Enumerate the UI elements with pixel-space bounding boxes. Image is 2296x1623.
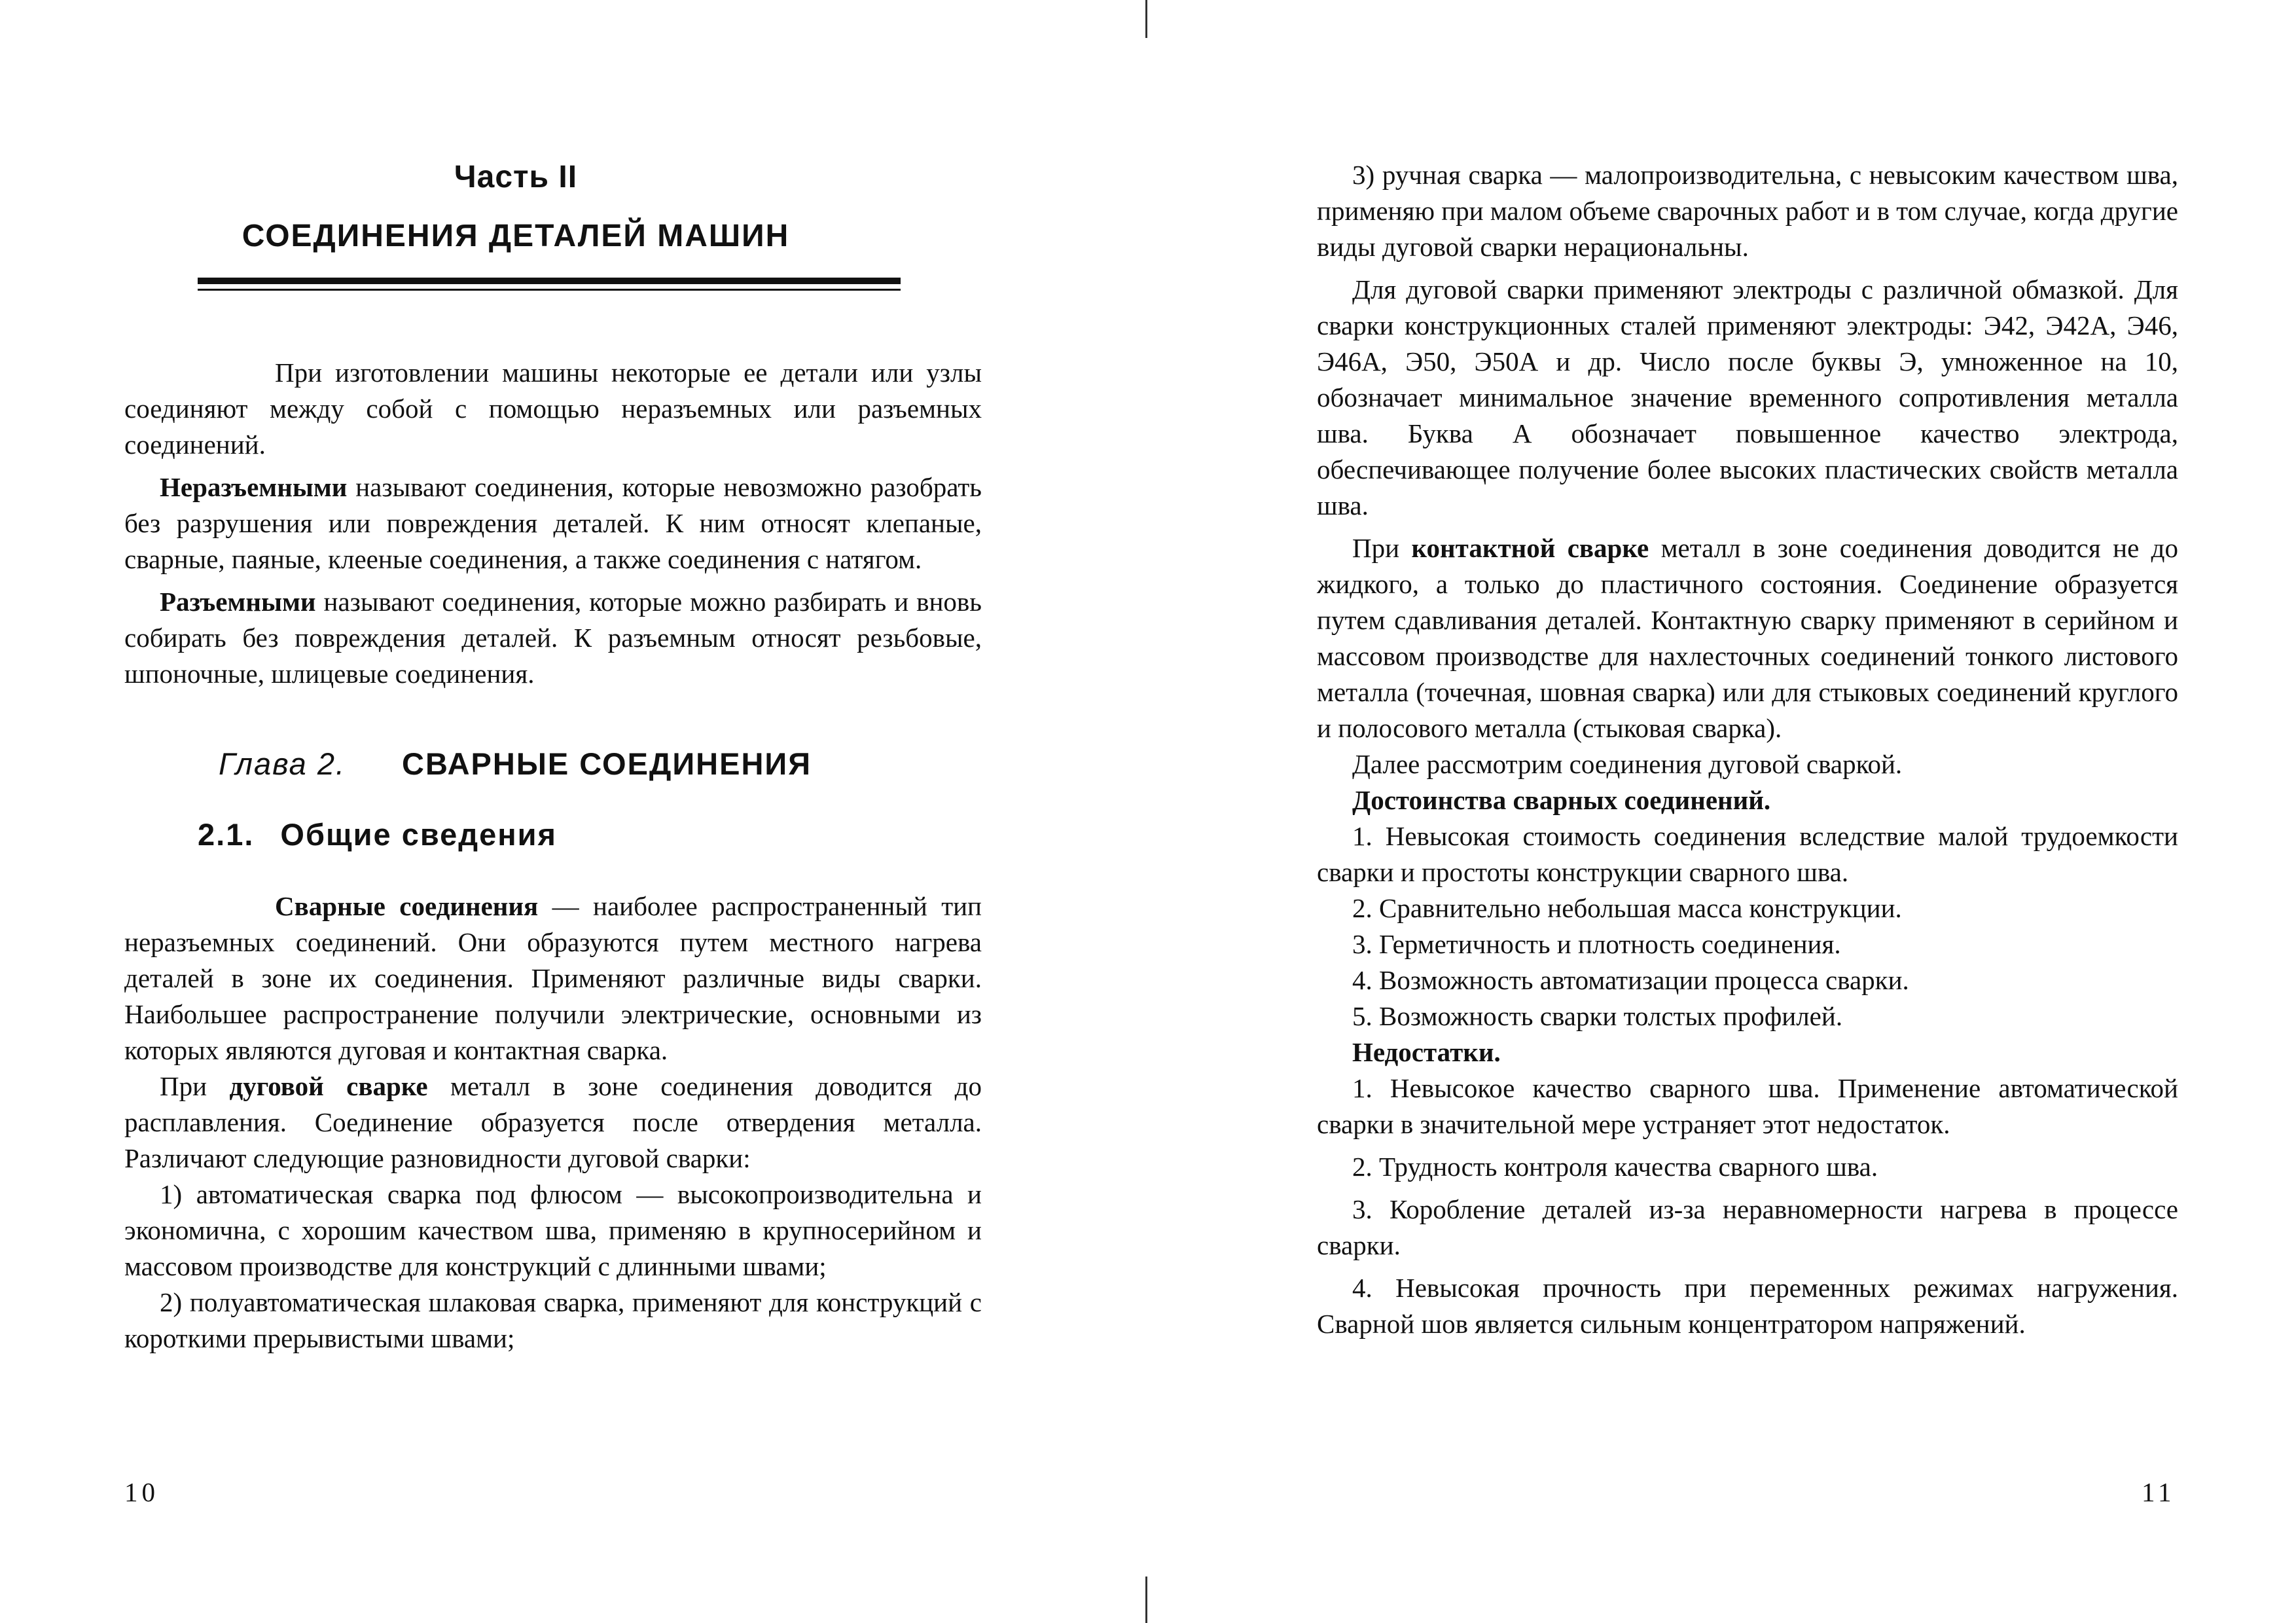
- intro-paragraph: При изготовлении машины некоторые ее детали или узлы соединяют между собой с помощью неразъемных или разъемных соединений.: [124, 357, 982, 460]
- list-item: 2) полуавтоматическая шлаковая сварка, применяют для конструкций с короткими прерывистыми швами;: [124, 1287, 982, 1353]
- part-number: Часть II: [454, 160, 578, 194]
- contact-welding-term: контактной сварке: [1411, 533, 1649, 563]
- arc-welding-term: дуговой сварке: [229, 1071, 428, 1101]
- page-number-left: 10: [124, 1477, 159, 1507]
- list-item: 1) автоматическая сварка под флюсом — высокопроизводительна и экономична, с хорошим качеством шва, применяю в крупносерийном и массовом производстве для конструкций с длинными швами;: [124, 1179, 982, 1281]
- separable-definition: называют соединения, которые можно разбирать и вновь собирать без повреждения деталей. К разъемным относят резьбовые, шпоночные, шлицевые соединения.: [124, 587, 982, 689]
- advantages-title: Достоинства сварных соединений.: [1352, 785, 1771, 815]
- chapter-title: СВАРНЫЕ СОЕДИНЕНИЯ: [402, 746, 812, 781]
- top-crop-mark: [1145, 0, 1147, 38]
- welded-term: Сварные соединения: [275, 891, 539, 921]
- bottom-crop-mark: [1145, 1577, 1147, 1623]
- list-item: 3. Коробление деталей из-за неравномерности нагрева в процессе сварки.: [1317, 1194, 2178, 1260]
- list-item: 3) ручная сварка — малопроизводительна, с невысоким качеством шва, применяю при малом объеме сварочных работ и в том случае, когда другие виды дуговой сварки нерациональны.: [1317, 160, 2178, 262]
- nonseparable-paragraph: [124, 469, 982, 577]
- list-item: 4. Возможность автоматизации процесса сварки.: [1352, 965, 1909, 995]
- heading-thick-rule: [198, 278, 901, 284]
- part-title: СОЕДИНЕНИЯ ДЕТАЛЕЙ МАШИН: [242, 219, 790, 253]
- list-item: 1. Невысокая стоимость соединения вследствие малой трудоемкости сварки и простоты конструкции сварного шва.: [1317, 821, 2178, 887]
- chapter-heading: [219, 744, 982, 784]
- section-title: Общие сведения: [280, 817, 557, 852]
- nonseparable-term: Неразъемными: [160, 472, 348, 502]
- list-item: 2. Трудность контроля качества сварного шва.: [1352, 1152, 1878, 1182]
- electrodes-paragraph: Для дуговой сварки применяют электроды с различной обмазкой. Для сварки конструкционных сталей применяют электроды: Э42, Э42А, Э46, Э46А, Э50, Э50А и др. Число после буквы Э, умноженное на 10, обозначает минимальное значение временного сопротивления металла шва. Буква А обозначает повышенное качество электрода, обеспечивающее получение более высоких пластических свойств металла шва.: [1317, 274, 2178, 520]
- list-item: 1. Невысокое качество сварного шва. Применение автоматической сварки в значительной мере устраняет этот недостаток.: [1317, 1073, 2178, 1139]
- contact-welding-paragraph: [1317, 530, 2178, 746]
- left-page: [124, 157, 982, 1357]
- contact-welding-text: металл в зоне соединения доводится не до жидкого, а только до пластичного состояния. Соединение образуется путем сдавливания деталей. Контактную сварку применяют в серийном и массовом производстве для нахлесточных соединений тонкого листового металла (точечная, шовная сварка) или для стыковых соединений круглого и полосового металла (стыковая сварка).: [1317, 533, 2179, 743]
- list-item: 4. Невысокая прочность при переменных режимах нагружения. Сварной шов является сильным концентратором напряжений.: [1317, 1273, 2178, 1339]
- section-heading: [198, 815, 982, 854]
- arc-welding-text: металл в зоне соединения доводится до расплавления. Соединение образуется после отвердения металла. Различают следующие разновидности дуговой сварки:: [124, 1071, 982, 1173]
- page-number-right: 11: [2142, 1477, 2176, 1507]
- chapter-label: Глава 2.: [219, 746, 346, 781]
- contact-prefix: При: [1352, 533, 1400, 563]
- arc-prefix: При: [160, 1071, 207, 1101]
- list-item: 2. Сравнительно небольшая масса конструкции.: [1352, 893, 1902, 923]
- disadvantages-title: Недостатки.: [1352, 1037, 1501, 1067]
- welded-paragraph: [124, 888, 982, 1068]
- nonseparable-definition: называют соединения, которые невозможно разобрать без разрушения или повреждения деталей. К ним относят клепаные, сварные, паяные, клееные соединения, а также соединения с натягом.: [124, 472, 982, 574]
- section-number: 2.1.: [198, 817, 255, 852]
- list-item: 5. Возможность сварки толстых профилей.: [1352, 1001, 1843, 1031]
- arc-welding-paragraph: [124, 1068, 982, 1176]
- list-item: 3. Герметичность и плотность соединения.: [1352, 929, 1841, 959]
- part-heading: [124, 157, 907, 257]
- further-paragraph: Далее рассмотрим соединения дуговой сваркой.: [1352, 749, 1903, 779]
- welded-definition: — наиболее распространенный тип неразъемных соединений. Они образуются путем местного нагрева деталей в зоне их соединения. Применяют различные виды сварки. Наибольшее распространение получили электрические, основными из которых являются дуговая и контактная сварка.: [124, 891, 982, 1065]
- right-page: [1317, 157, 2178, 1342]
- separable-paragraph: [124, 584, 982, 692]
- separable-term: Разъемными: [160, 587, 316, 617]
